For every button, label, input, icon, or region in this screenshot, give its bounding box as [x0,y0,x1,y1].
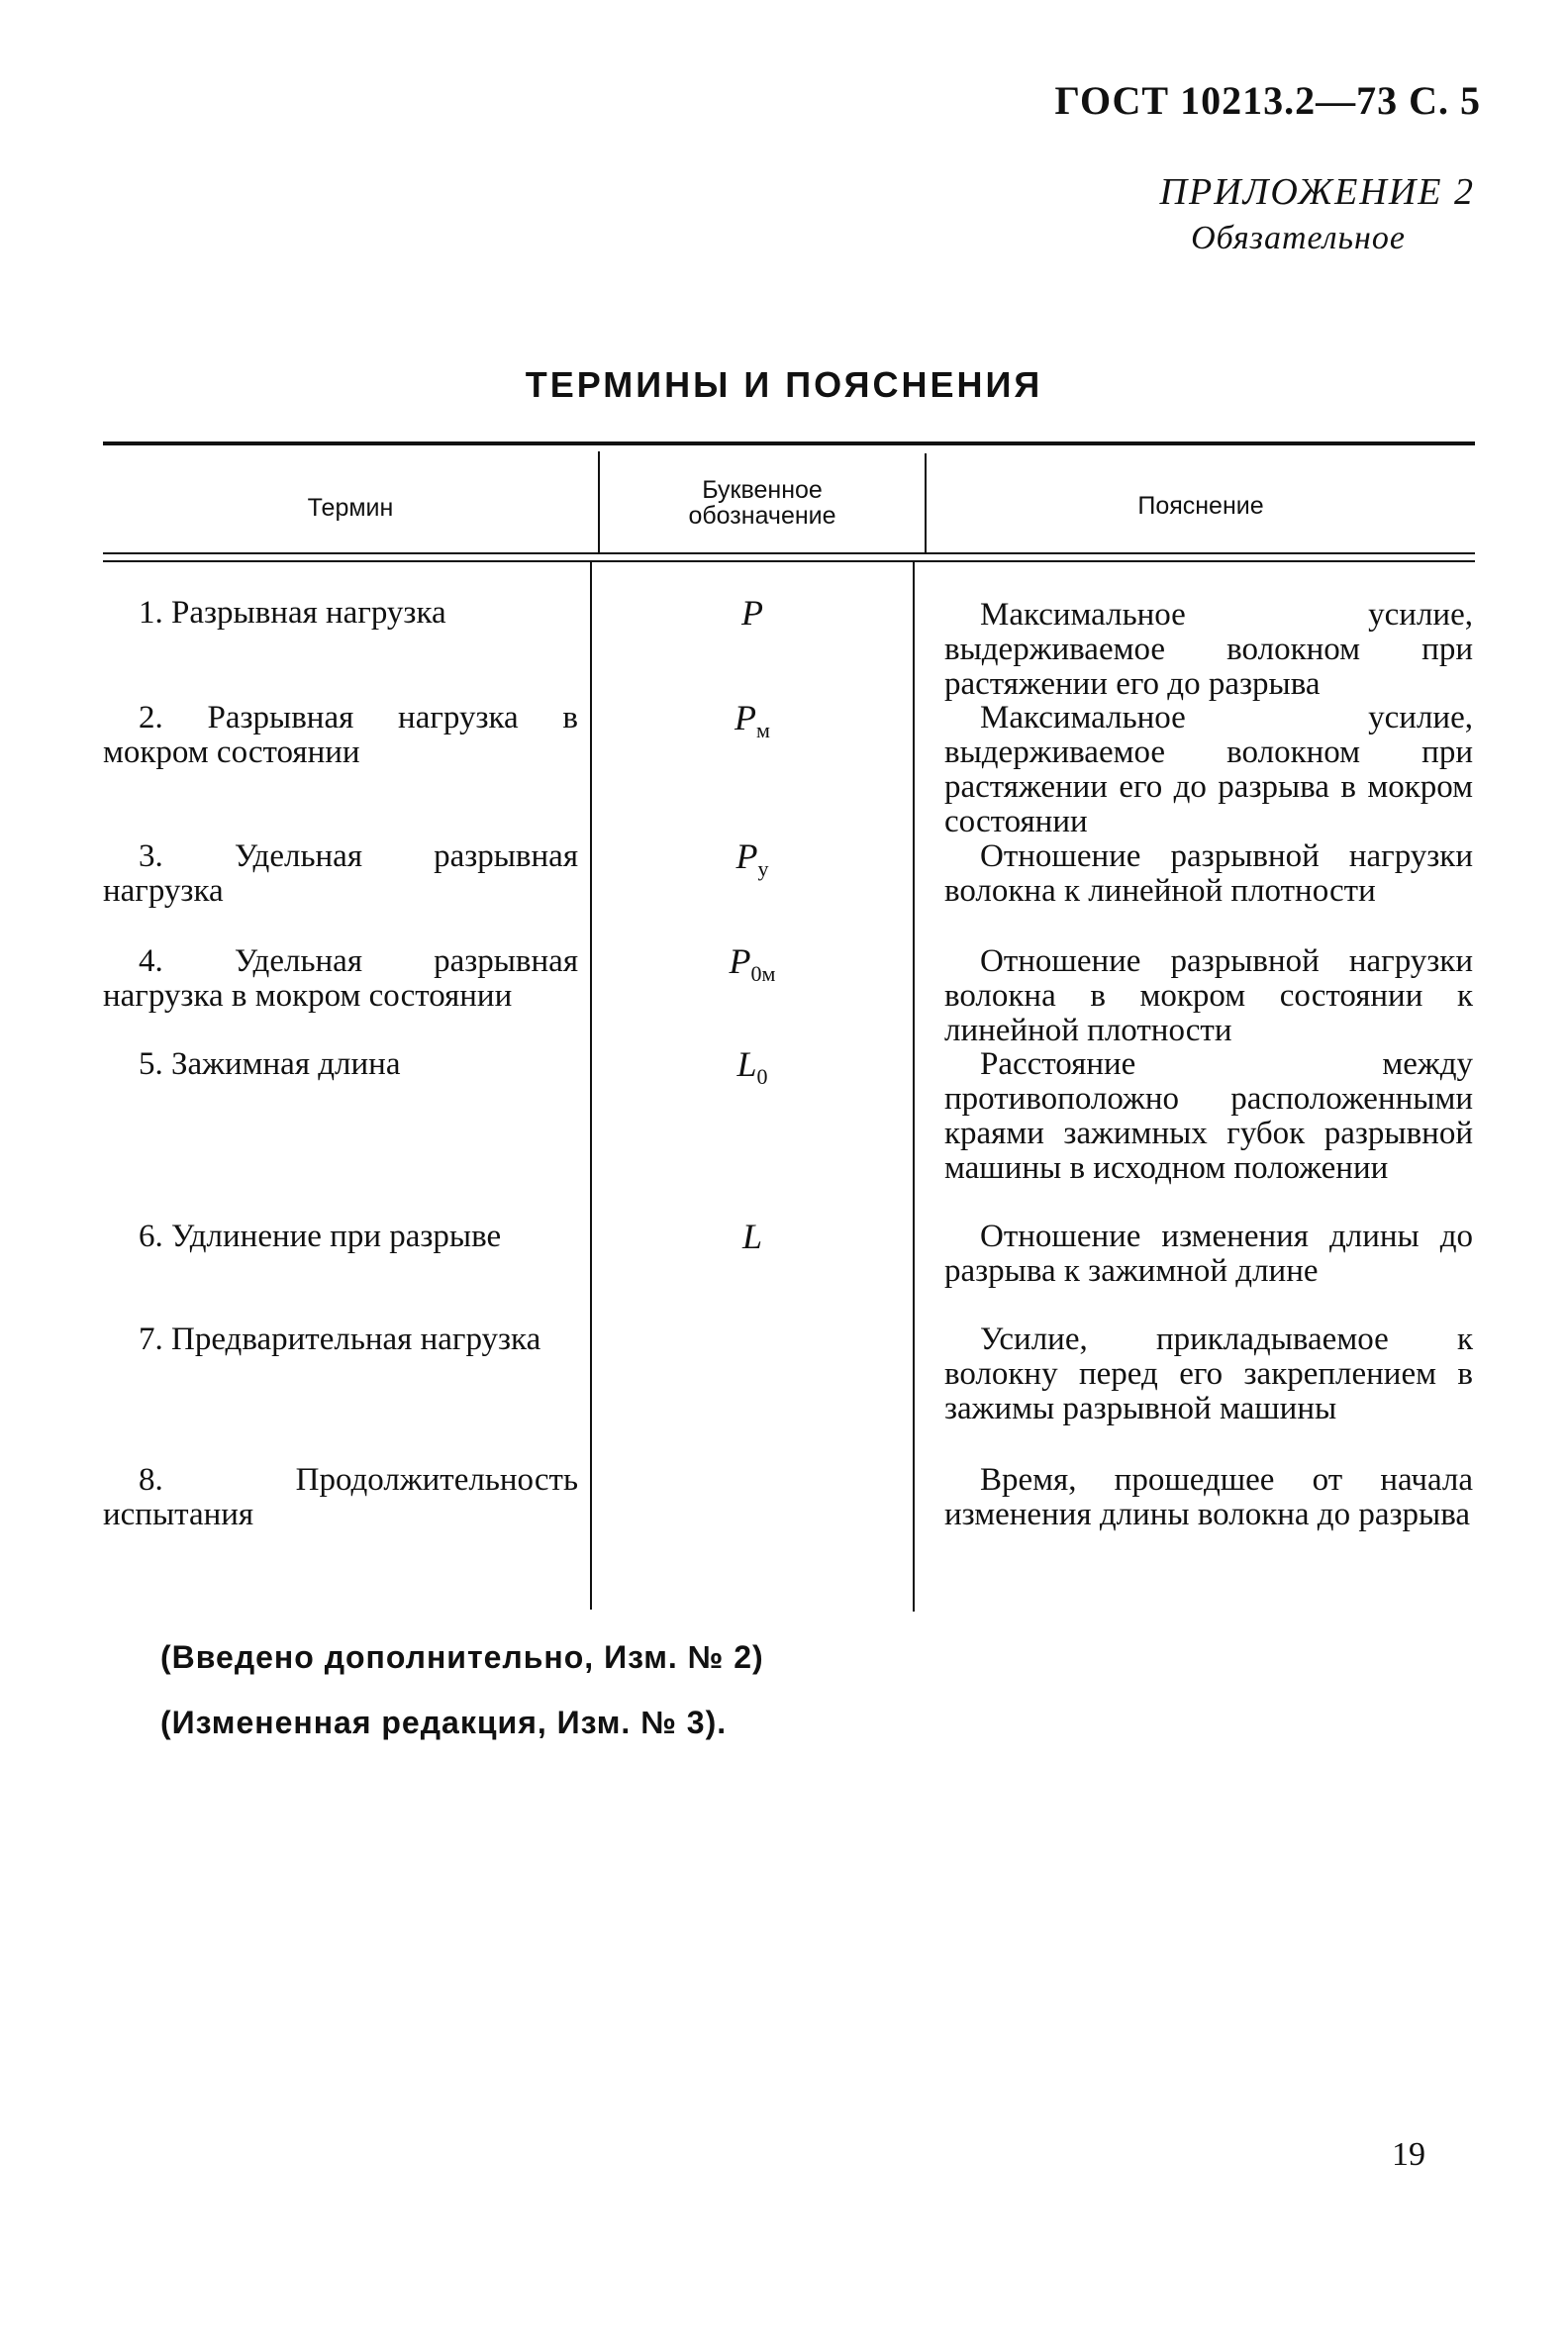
table-header-rule-1 [103,552,1475,554]
table-row-term: 1. Разрывная нагрузка [139,595,446,631]
table-header-rule-2 [103,560,1475,562]
standard-header: ГОСТ 10213.2—73 С. 5 [1054,78,1481,123]
table-row-term: 3. Удельная разрывная нагрузка [103,838,578,909]
table-row-symbol: $P_у$ [735,836,769,882]
note-revised: (Измененная редакция, Изм. № 3). [160,1705,728,1740]
page-title: ТЕРМИНЫ И ПОЯСНЕНИЯ [525,364,1043,405]
header-symbol-line2: обозначение [688,502,836,530]
table-row-symbol: $P_{0м}$ [729,941,776,987]
table-row-symbol: P [741,593,763,633]
table-row-term: 5. Зажимная длина [139,1046,401,1082]
header-symbol-line1: Буквенное [702,476,823,504]
table-row-symbol: $P_м$ [735,698,770,743]
table-row-explanation: Время, прошедшее от начала изменения длины волокна до разрыва [944,1462,1473,1532]
appendix-status: Обязательное [1191,220,1406,256]
table-row-explanation: Усилие, прикладываемое к волокну перед его закреплением в зажимы разрывной машины [944,1322,1473,1426]
table-row-term: 7. Предварительная нагрузка [139,1322,541,1357]
table-row-symbol: L [741,1217,763,1256]
column-divider-1-body [590,562,592,1610]
column-divider-2-body [913,562,915,1612]
appendix-label: ПРИЛОЖЕНИЕ 2 [1159,171,1475,213]
table-row-term: 8. Продолжительность испытания [103,1462,578,1532]
table-row-term: 2. Разрывная нагрузка в мокром состоянии [103,700,578,770]
page-number: 19 [1392,2136,1425,2173]
table-row-explanation: Расстояние между противоположно расположенными краями зажимных губок разрывной машины в исходном положении [944,1046,1473,1186]
table-row-explanation: Максимальное усилие, выдерживаемое волокном при растяжении его до разрыва [944,597,1473,702]
note-introduced: (Введено дополнительно, Изм. № 2) [160,1639,764,1675]
table-row-explanation: Максимальное усилие, выдерживаемое волокном при растяжении его до разрыва в мокром состоянии [944,700,1473,839]
header-explanation: Пояснение [1137,492,1264,520]
table-row-explanation: Отношение изменения длины до разрыва к зажимной длине [944,1219,1473,1289]
table-row-term: 6. Удлинение при разрыве [139,1219,502,1254]
table-row-explanation: Отношение разрывной нагрузки волокна к линейной плотности [944,838,1473,909]
table-row-symbol: $L_0$ [736,1044,768,1090]
header-term: Термин [307,494,394,522]
table-row-term: 4. Удельная разрывная нагрузка в мокром состоянии [103,943,578,1014]
table-top-rule [103,441,1475,445]
table-row-explanation: Отношение разрывной нагрузки волокна в мокром состоянии к линейной плотности [944,943,1473,1048]
